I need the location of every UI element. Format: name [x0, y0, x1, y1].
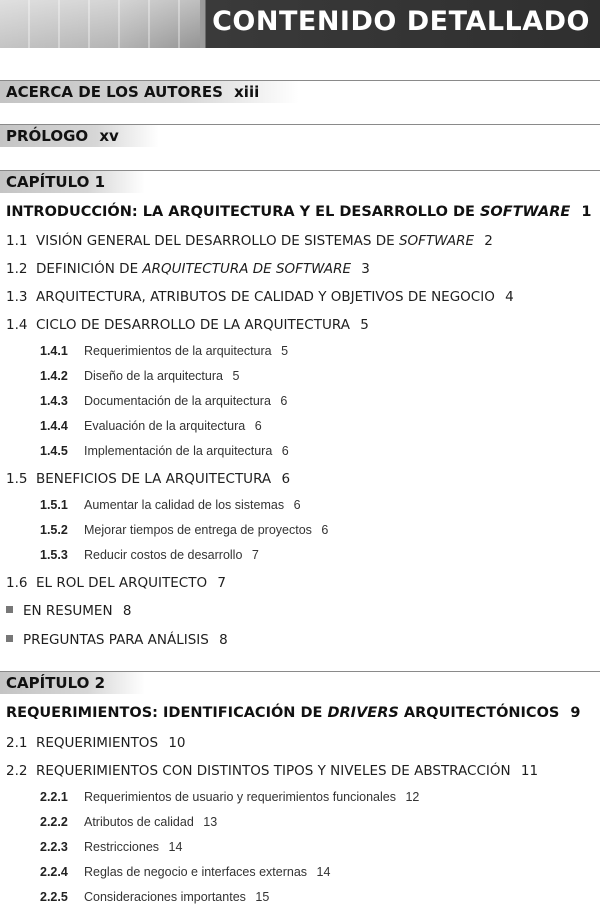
- page-number: 13: [203, 815, 218, 829]
- chapter-title-italic: DRIVERS: [327, 705, 399, 721]
- section-number: 2.2: [6, 763, 28, 779]
- section-title: REQUERIMIENTOS: [36, 735, 159, 751]
- toc-summary[interactable]: [6, 603, 131, 619]
- page-number: xiii: [234, 83, 260, 101]
- toc-subsection-1-5-1[interactable]: [40, 498, 301, 512]
- subsection-number: 1.4.1: [40, 344, 68, 358]
- section-title: DEFINICIÓN DE: [36, 261, 143, 277]
- subsection-title: Aumentar la calidad de los sistemas: [84, 498, 285, 512]
- toc-subsection-2-2-3[interactable]: [40, 840, 182, 854]
- subsection-title: Mejorar tiempos de entrega de proyectos: [84, 523, 312, 537]
- subsection-title: Restricciones: [84, 840, 160, 854]
- subsection-number: 1.4.2: [40, 369, 68, 383]
- page-number: 7: [251, 548, 259, 562]
- entry-label: PRÓLOGO: [6, 127, 89, 145]
- page-number: 8: [122, 603, 132, 619]
- subsection-title: Reglas de negocio e interfaces externas: [84, 865, 308, 879]
- section-title: EL ROL DEL ARQUITECTO: [36, 575, 208, 591]
- toc-section-2-2[interactable]: [6, 763, 538, 779]
- subsection-number: 2.2.3: [40, 840, 68, 854]
- page-number: 3: [361, 261, 370, 277]
- toc-section-1-5[interactable]: [6, 471, 290, 487]
- toc-subsection-2-2-2[interactable]: [40, 815, 217, 829]
- chapter-title[interactable]: [6, 705, 581, 721]
- chapter-title-text-end: ARQUITECTÓNICOS: [398, 705, 560, 721]
- page-number: 15: [255, 890, 270, 904]
- page-number: 6: [281, 444, 289, 458]
- section-number: 1.2: [6, 261, 28, 277]
- toc-section-1-1[interactable]: [6, 233, 493, 249]
- toc-section-1-6[interactable]: [6, 575, 226, 591]
- entry-label: ACERCA DE LOS AUTORES: [6, 83, 223, 101]
- page-number: 6: [281, 471, 291, 487]
- subsection-number: 2.2.2: [40, 815, 68, 829]
- toc-subsection-1-4-5[interactable]: [40, 444, 289, 458]
- section-title-italic: ARQUITECTURA DE SOFTWARE: [142, 261, 351, 277]
- subsection-number: 1.5.3: [40, 548, 68, 562]
- subsection-number: 2.2.5: [40, 890, 68, 904]
- section-title: REQUERIMIENTOS CON DISTINTOS TIPOS Y NIVELES DE ABSTRACCIÓN: [36, 763, 511, 779]
- subsection-number: 1.4.4: [40, 419, 68, 433]
- subsection-title: Requerimientos de usuario y requerimientos funcionales: [84, 790, 396, 804]
- bullet-label: EN RESUMEN: [23, 603, 113, 619]
- toc-subsection-1-4-4[interactable]: [40, 419, 262, 433]
- banner-decoration: [0, 0, 200, 48]
- page-title: CONTENIDO DETALLADO: [212, 6, 590, 37]
- page-number: 11: [520, 763, 539, 779]
- section-title: CICLO DE DESARROLLO DE LA ARQUITECTURA: [36, 317, 350, 333]
- page-number: 6: [321, 523, 329, 537]
- section-number: 1.6: [6, 575, 28, 591]
- toc-subsection-1-4-3[interactable]: [40, 394, 287, 408]
- subsection-title: Atributos de calidad: [84, 815, 194, 829]
- page-number: 7: [217, 575, 226, 591]
- chapter-label-text: CAPÍTULO 2: [6, 674, 106, 692]
- section-number: 1.4: [6, 317, 28, 333]
- page-number: 5: [360, 317, 369, 333]
- square-bullet-icon: [6, 606, 13, 613]
- header-banner: [0, 0, 600, 48]
- chapter-title-text: INTRODUCCIÓN: LA ARQUITECTURA Y EL DESARROLLO DE: [6, 204, 480, 220]
- subsection-number: 2.2.1: [40, 790, 68, 804]
- chapter-title-italic: SOFTWARE: [479, 204, 571, 220]
- toc-subsection-2-2-1[interactable]: [40, 790, 419, 804]
- subsection-number: 1.4.5: [40, 444, 68, 458]
- toc-subsection-1-5-3[interactable]: [40, 548, 259, 562]
- chapter-label: [0, 171, 145, 193]
- subsection-title: Diseño de la arquitectura: [84, 369, 223, 383]
- chapter-label-text: CAPÍTULO 1: [6, 173, 106, 191]
- toc-section-1-3[interactable]: [6, 289, 514, 305]
- chapter-title-text: REQUERIMIENTOS: IDENTIFICACIÓN DE: [6, 705, 328, 721]
- toc-questions[interactable]: [6, 632, 228, 648]
- subsection-title: Requerimientos de la arquitectura: [84, 344, 272, 358]
- subsection-number: 1.5.2: [40, 523, 68, 537]
- page-number: xv: [99, 127, 119, 145]
- page-number: 6: [293, 498, 301, 512]
- subsection-title: Evaluación de la arquitectura: [84, 419, 246, 433]
- chapter-title[interactable]: [6, 204, 591, 220]
- page-number: 12: [405, 790, 420, 804]
- page-number: 5: [232, 369, 240, 383]
- toc-subsection-1-4-2[interactable]: [40, 369, 239, 383]
- toc-entry-authors[interactable]: [0, 81, 299, 103]
- chapter-label: [0, 672, 145, 694]
- subsection-number: 2.2.4: [40, 865, 68, 879]
- page-number: 1: [581, 204, 592, 220]
- page-number: 4: [505, 289, 514, 305]
- section-number: 1.5: [6, 471, 28, 487]
- section-number: 1.3: [6, 289, 28, 305]
- section-title-italic: SOFTWARE: [398, 233, 474, 249]
- subsection-title: Documentación de la arquitectura: [84, 394, 271, 408]
- subsection-number: 1.4.3: [40, 394, 68, 408]
- toc-section-1-2[interactable]: [6, 261, 370, 277]
- page-number: 14: [316, 865, 331, 879]
- square-bullet-icon: [6, 635, 13, 642]
- page-number: 5: [281, 344, 289, 358]
- page-number: 2: [484, 233, 493, 249]
- toc-section-1-4[interactable]: [6, 317, 369, 333]
- page-number: 9: [570, 705, 581, 721]
- toc-entry-prologue[interactable]: [0, 125, 159, 147]
- section-number: 1.1: [6, 233, 28, 249]
- toc-subsection-2-2-5[interactable]: [40, 890, 269, 904]
- page-number: 6: [254, 419, 262, 433]
- page-number: 14: [168, 840, 183, 854]
- page-number: 6: [280, 394, 288, 408]
- bullet-label: PREGUNTAS PARA ANÁLISIS: [23, 632, 209, 648]
- subsection-title: Reducir costos de desarrollo: [84, 548, 243, 562]
- toc-subsection-1-4-1[interactable]: [40, 344, 288, 358]
- section-title: VISIÓN GENERAL DEL DESARROLLO DE SISTEMAS DE: [36, 233, 399, 249]
- subsection-title: Implementación de la arquitectura: [84, 444, 273, 458]
- section-title: BENEFICIOS DE LA ARQUITECTURA: [36, 471, 272, 487]
- toc-subsection-1-5-2[interactable]: [40, 523, 328, 537]
- subsection-title: Consideraciones importantes: [84, 890, 246, 904]
- page-number: 10: [168, 735, 186, 751]
- page-number: 8: [219, 632, 228, 648]
- subsection-number: 1.5.1: [40, 498, 68, 512]
- section-title: ARQUITECTURA, ATRIBUTOS DE CALIDAD Y OBJETIVOS DE NEGOCIO: [36, 289, 495, 305]
- toc-section-2-1[interactable]: [6, 735, 186, 751]
- section-number: 2.1: [6, 735, 28, 751]
- toc-subsection-2-2-4[interactable]: [40, 865, 330, 879]
